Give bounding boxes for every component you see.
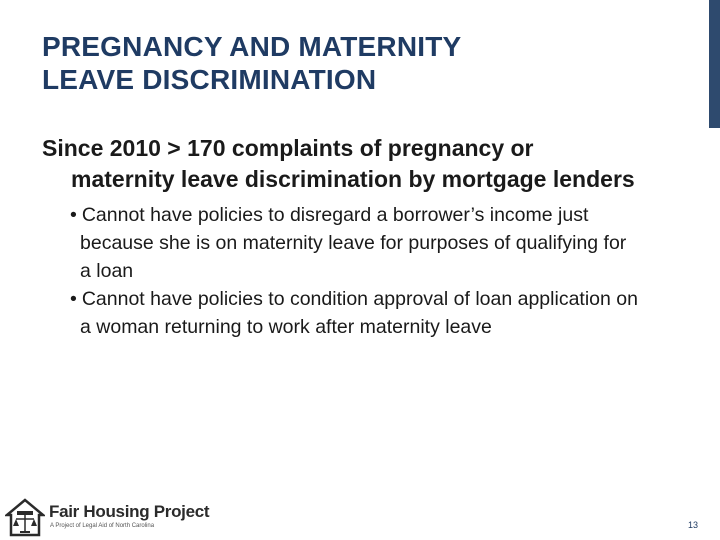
page-number: 13 bbox=[687, 520, 698, 530]
sub-point-text: Cannot have policies to disregard a borrower’s income just because she is on maternity leave for purposes of qualifying for a loan bbox=[80, 204, 627, 282]
house-scales-icon bbox=[5, 498, 45, 538]
logo-name: Fair Housing Project bbox=[49, 502, 210, 521]
main-point: Since 2010 > 170 complaints of pregnancy or maternity leave discrimination by mortgage lenders bbox=[42, 135, 635, 192]
sub-point bbox=[42, 201, 642, 285]
sub-point-text: Cannot have policies to condition approval of loan application on a woman returning to work after maternity leave bbox=[80, 288, 638, 338]
accent-bar bbox=[709, 0, 720, 128]
bullet-icon: • bbox=[70, 204, 77, 226]
sub-point-list bbox=[42, 201, 642, 341]
fair-housing-logo bbox=[5, 498, 210, 538]
title-line-2: LEAVE DISCRIMINATION bbox=[42, 64, 377, 95]
sub-point bbox=[42, 285, 642, 341]
bullet-icon: • bbox=[70, 288, 77, 310]
title-line-1: PREGNANCY AND MATERNITY bbox=[42, 31, 462, 62]
slide-title bbox=[42, 30, 682, 96]
slide-content bbox=[42, 133, 642, 341]
logo-tagline: A Project of Legal Aid of North Carolina bbox=[50, 523, 155, 529]
